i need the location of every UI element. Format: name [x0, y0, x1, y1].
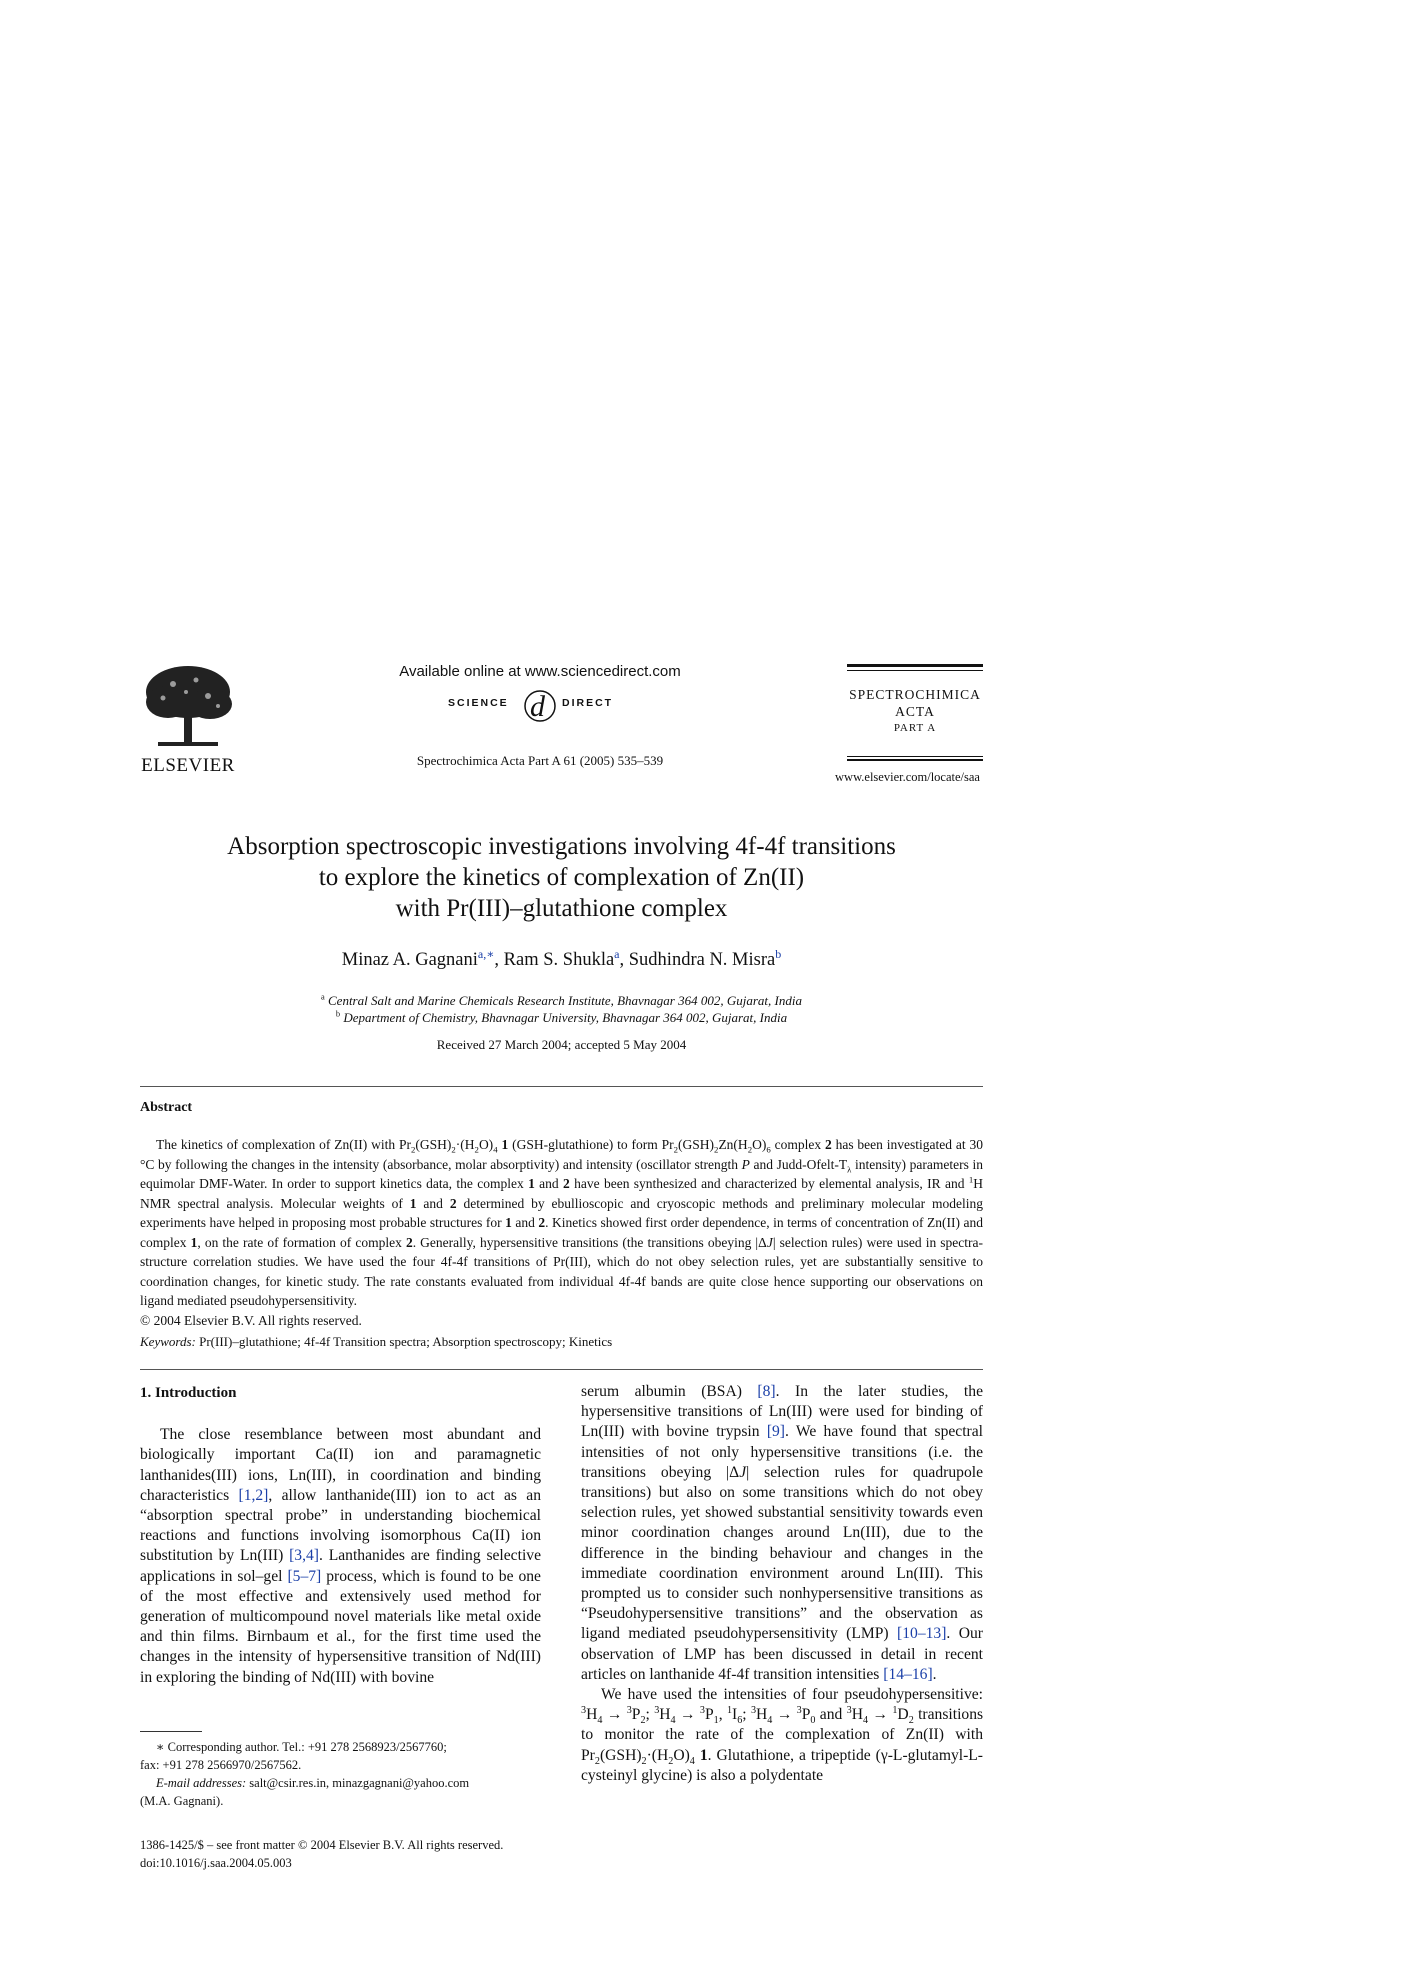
issn-line: 1386-1425/$ – see front matter © 2004 Elsevier B.V. All rights reserved.: [140, 1838, 504, 1852]
footnote-name: (M.A. Gagnani).: [140, 1794, 224, 1808]
journal-url[interactable]: www.elsevier.com/locate/saa: [835, 770, 980, 784]
footnote-corresponding: ∗ Corresponding author. Tel.: +91 278 2568923/2567760;: [156, 1740, 447, 1754]
front-matter: [140, 1836, 570, 1872]
keywords-text: Pr(III)–glutathione; 4f-4f Transition spectra; Absorption spectroscopy; Kinetics: [199, 1334, 613, 1349]
title-line-3: with Pr(III)–glutathione complex: [395, 895, 728, 922]
section-heading-introduction: 1. Introduction: [140, 1385, 237, 1401]
footnote-fax: fax: +91 278 2566970/2567562.: [140, 1758, 302, 1772]
author-gagnani: Minaz A. Gagnani: [341, 950, 478, 970]
abstract-rule-bottom: [140, 1369, 983, 1370]
journal-name-line3: PART A: [893, 722, 937, 734]
title-line-2: to explore the kinetics of complexation of Zn(II): [318, 864, 805, 891]
sciencedirect-left: SCIENCE: [448, 697, 509, 709]
svg-text:d: d: [530, 690, 545, 723]
abstract-copyright: © 2004 Elsevier B.V. All rights reserved.: [140, 1312, 362, 1328]
author-gagnani-mark[interactable]: a,∗: [477, 946, 495, 961]
article-title: [140, 831, 983, 924]
sciencedirect-logo: [430, 684, 650, 724]
intro-paragraph-1-cont: serum albumin (BSA) [8]. In the later studies, the hypersensitive transitions of Ln(III) were used for binding of Ln(III) with bovine trypsin [9]. We have found that spectral intensities of not only hypersensitive transitions (i.e. the transitions obeying |ΔJ| selection rules for quadrupole transitions) but also on some transitions which do not obey selection rules, yet showed substantial sensitivity towards even minor coordination changes around Ln(III), due to the difference in the binding behaviour and changes in the immediate coordination environment around Ln(III). This prompted us to consider such nonhypersensitive transitions as “Pseudohypersensitive transitions” and the observation as ligand mediated pseudohypersensitivity (LMP) [10–13]. Our observation of LMP has been discussed in detail in recent articles on lanthanide 4f-4f transition intensities [14–16].: [581, 1383, 983, 1683]
journal-rule-top-1: [847, 664, 983, 667]
author-misra: Sudhindra N. Misra: [628, 950, 776, 970]
journal-rule-top-2: [847, 670, 983, 671]
received-dates: Received 27 March 2004; accepted 5 May 2004: [436, 1037, 687, 1052]
footnote-rule: [140, 1731, 202, 1732]
footnotes: [140, 1738, 550, 1810]
available-online: Available online at www.sciencedirect.com: [399, 663, 681, 680]
journal-rule-bottom-2: [847, 759, 983, 761]
intro-paragraph-2: We have used the intensities of four pseudohypersensitive: $^3H_4 \to ^3P_2$; $^3H_4 \to ^3P_1$, $^1I_6$; $^3H_4 \to ^3P_0$ and $^3H_4 \to ^1D_2$ transitions to monitor the rate of the complexation of Zn(II) with $Pr_2(GSH)_2\cdot(H_2O)_4$ 1. Glutathione, a tripeptide (γ-L-glutamyl-L-cysteinyl glycine) is also a polydentate: [581, 1686, 984, 1784]
affiliation-b: $^b$ Department of Chemistry, Bhavnagar University, Bhavnagar 364 002, Gujarat, India: [335, 1008, 788, 1025]
elsevier-logo: [138, 662, 238, 776]
title-line-1: Absorption spectroscopic investigations involving 4f-4f transitions: [227, 833, 896, 860]
sciencedirect-right: DIRECT: [562, 697, 614, 709]
author-misra-mark[interactable]: b: [775, 946, 782, 961]
footnote-email: E-mail addresses: salt@csir.res.in, minazgagnani@yahoo.com: [156, 1776, 470, 1790]
author-shukla-mark[interactable]: a: [614, 946, 620, 961]
journal-name-line2: ACTA: [895, 704, 935, 719]
abstract-rule-top: [140, 1086, 983, 1087]
author-list: Minaz A. Gagnani$^{a,∗}$, Ram S. Shukla$^a$, Sudhindra N. Misra$^b$: [341, 946, 782, 970]
abstract-body: The kinetics of complexation of Zn(II) with $Pr_2(GSH)_2\cdot(H_2O)_4$ 1 (GSH-glutathione) to form $Pr_2(GSH)_2Zn(H_2O)_6$ complex 2 has been investigated at 30 °C by following the changes in the intensity (absorbance, molar absorptivity) and intensity (oscillator strength P and Judd-$Ofelt-T_\lambda$ intensity) parameters in equimolar DMF-Water. In order to support kinetics data, the complex 1 and 2 have been synthesized and characterized by elemental analysis, IR and $^1$H NMR spectral analysis. Molecular weights of 1 and 2 determined by ebullioscopic and cryoscopic methods and preliminary molecular modeling experiments have helped in proposing most probable structures for 1 and 2. Kinetics showed first order dependence, in terms of concentration of Zn(II) and complex 1, on the rate of formation of complex 2. Generally, hypersensitive transitions (the transitions obeying |ΔJ| selection rules) were used in spectra-structure correlation studies. We have used the four 4f-4f transitions of Pr(III), which do not obey selection rules, yet are substantially sensitive to coordination changes, for kinetic study. The rate constants evaluated from individual 4f-4f bands are quite close hence supporting our observations on ligand mediated pseudohypersensitivity. © 2004 Elsevier B.V. All rights reserved.: [140, 1135, 983, 1330]
keywords-label: Keywords:: [140, 1334, 196, 1349]
intro-paragraph-1: The close resemblance between most abundant and biologically important Ca(II) ion and paramagnetic lanthanides(III) ions, Ln(III), in coordination and binding characteristics [1,2], allow lanthanide(III) ion to act as an “absorption spectral probe” in understanding biochemical reactions and functions involving isomorphous Ca(II) ion substitution by Ln(III) [3,4]. Lanthanides are finding selective applications in sol–gel [5–7] process, which is found to be one of the most effective and extensively used method for generation of multicompound novel materials like metal oxide and thin films. Birnbaum et al., for the first time used the changes in the intensity of hypersensitive transition of Nd(III) in exploring the binding of Nd(III) with bovine: [140, 1426, 541, 1686]
elsevier-wordmark: ELSEVIER: [141, 755, 235, 776]
author-shukla: Ram S. Shukla: [503, 950, 615, 970]
journal-citation: Spectrochimica Acta Part A 61 (2005) 535–539: [416, 753, 664, 768]
abstract-heading: Abstract: [140, 1100, 193, 1115]
affiliations: [140, 992, 983, 1026]
right-column: [581, 1382, 983, 1786]
journal-name-line1: SPECTROCHIMICA: [849, 687, 981, 702]
doi-line[interactable]: doi:10.1016/j.saa.2004.05.003: [140, 1856, 292, 1870]
journal-name-box: [847, 686, 983, 737]
keywords: [140, 1334, 612, 1350]
left-column: [140, 1383, 541, 1688]
elsevier-tree-icon: [138, 662, 238, 752]
journal-rule-bottom-1: [847, 756, 983, 757]
affiliation-a: $^a$ Central Salt and Marine Chemicals Research Institute, Bhavnagar 364 002, Gujarat, India: [321, 991, 802, 1008]
sciencedirect-d-icon: [522, 684, 558, 724]
